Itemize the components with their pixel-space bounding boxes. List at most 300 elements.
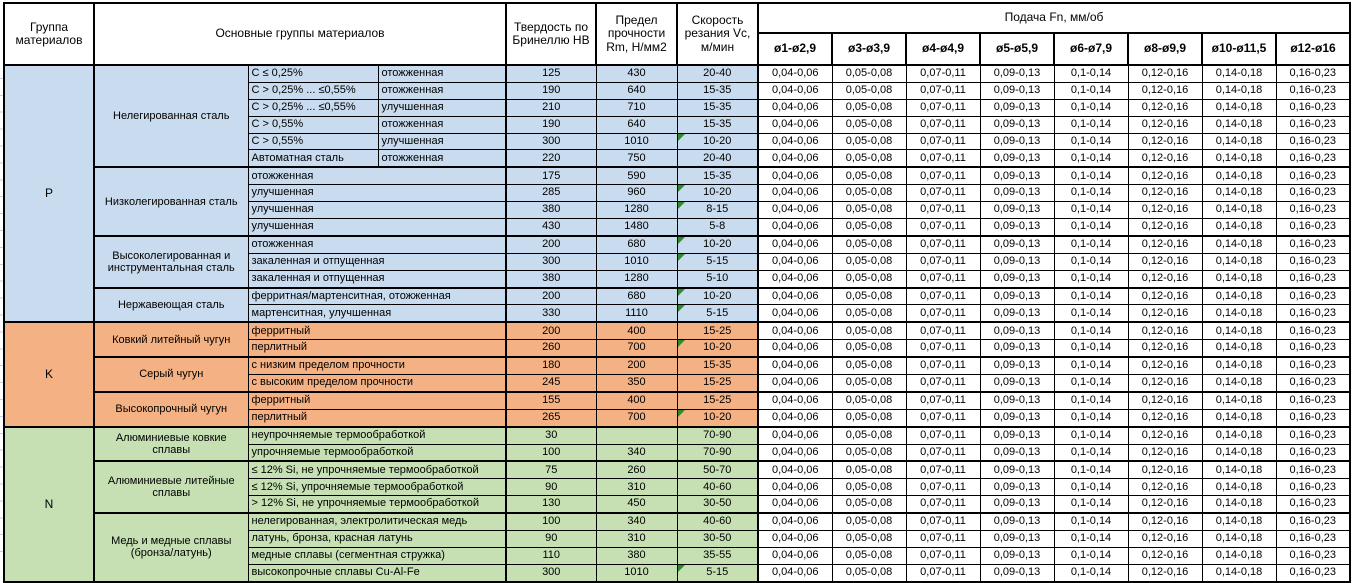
feed-cell: 0,14-0,18: [1202, 305, 1276, 322]
feed-cell: 0,07-0,11: [906, 167, 980, 184]
feed-cell: 0,16-0,23: [1276, 82, 1350, 99]
hardness-cell: 200: [506, 322, 596, 339]
feed-cell: 0,12-0,16: [1128, 133, 1202, 150]
spec-cell: улучшенная: [248, 202, 506, 219]
spec-cell: Автоматная сталь: [248, 150, 378, 167]
feed-cell: 0,09-0,13: [980, 479, 1054, 496]
feed-cell: 0,16-0,23: [1276, 409, 1350, 426]
hardness-cell: 175: [506, 167, 596, 184]
feed-cell: 0,07-0,11: [906, 427, 980, 444]
hardness-cell: 110: [506, 547, 596, 564]
speed-cell: [677, 270, 758, 287]
feed-cell: 0,05-0,08: [832, 479, 906, 496]
strength-cell: 310: [596, 479, 677, 496]
strength-cell: 960: [596, 185, 677, 202]
feed-cell: 0,05-0,08: [832, 322, 906, 339]
feed-cell: 0,14-0,18: [1202, 270, 1276, 287]
hardness-cell: 180: [506, 357, 596, 374]
speed-cell: [677, 185, 758, 202]
group-cell: N: [4, 427, 94, 582]
strength-cell: 1010: [596, 564, 677, 581]
feed-cell: 0,14-0,18: [1202, 116, 1276, 133]
speed-value: 5-15: [706, 254, 729, 267]
strength-cell: 340: [596, 513, 677, 530]
feed-cell: 0,07-0,11: [906, 236, 980, 253]
spec-cell: отожженная: [248, 236, 506, 253]
speed-value: 5-15: [706, 306, 729, 319]
cutting-data-table: [3, 2, 1351, 583]
feed-cell: 0,16-0,23: [1276, 150, 1350, 167]
feed-cell: 0,12-0,16: [1128, 305, 1202, 322]
hardness-cell: 285: [506, 185, 596, 202]
feed-cell: 0,07-0,11: [906, 270, 980, 287]
feed-cell: 0,05-0,08: [832, 496, 906, 513]
category-cell: Ковкий литейный чугун: [94, 322, 248, 357]
table-row: [4, 513, 1350, 530]
strength-cell: 400: [596, 322, 677, 339]
spec-cell: C ≤ 0,25%: [248, 65, 378, 82]
feed-cell: 0,16-0,23: [1276, 479, 1350, 496]
speed-cell: [677, 479, 758, 496]
spec-cell: перлитный: [248, 409, 506, 426]
feed-cell: 0,04-0,06: [758, 531, 832, 548]
feed-cell: 0,05-0,08: [832, 444, 906, 461]
feed-cell: 0,09-0,13: [980, 270, 1054, 287]
feed-cell: 0,16-0,23: [1276, 513, 1350, 530]
strength-cell: 430: [596, 65, 677, 82]
speed-cell: [677, 531, 758, 548]
feed-cell: 0,04-0,06: [758, 409, 832, 426]
hardness-cell: 30: [506, 427, 596, 444]
comment-marker-icon: [678, 134, 685, 141]
feed-cell: 0,12-0,16: [1128, 513, 1202, 530]
speed-value: 10-20: [703, 341, 732, 354]
feed-cell: 0,1-0,14: [1054, 270, 1128, 287]
strength-cell: [596, 427, 677, 444]
feed-cell: 0,09-0,13: [980, 340, 1054, 357]
spec-cell: C > 0,25% ... ≤0,55%: [248, 99, 378, 116]
speed-cell: [677, 444, 758, 461]
speed-value: 15-35: [703, 100, 732, 113]
speed-value: 10-20: [703, 186, 732, 199]
hardness-cell: 200: [506, 236, 596, 253]
feed-cell: 0,09-0,13: [980, 496, 1054, 513]
feed-cell: 0,05-0,08: [832, 99, 906, 116]
strength-cell: 700: [596, 340, 677, 357]
feed-cell: 0,07-0,11: [906, 253, 980, 270]
category-cell: Алюминиевые литейные сплавы: [94, 461, 248, 513]
comment-marker-icon: [678, 340, 685, 347]
feed-cell: 0,14-0,18: [1202, 219, 1276, 236]
feed-cell: 0,09-0,13: [980, 82, 1054, 99]
speed-cell: [677, 133, 758, 150]
feed-cell: 0,04-0,06: [758, 392, 832, 409]
feed-col-header: ø8-ø9,9: [1128, 33, 1202, 65]
hardness-cell: 125: [506, 65, 596, 82]
feed-cell: 0,12-0,16: [1128, 496, 1202, 513]
feed-cell: 0,1-0,14: [1054, 288, 1128, 305]
feed-cell: 0,1-0,14: [1054, 496, 1128, 513]
feed-cell: 0,05-0,08: [832, 150, 906, 167]
speed-cell: [677, 564, 758, 581]
feed-cell: 0,1-0,14: [1054, 357, 1128, 374]
feed-cell: 0,12-0,16: [1128, 547, 1202, 564]
spec-cell: с высоким пределом прочности: [248, 375, 506, 392]
comment-marker-icon: [678, 565, 685, 572]
spec-cell: ≤ 12% Si, упрочняемые термообработкой: [248, 479, 506, 496]
feed-cell: 0,07-0,11: [906, 65, 980, 82]
feed-cell: 0,05-0,08: [832, 513, 906, 530]
feed-cell: 0,04-0,06: [758, 202, 832, 219]
table-row: [4, 167, 1350, 184]
header-material-group: Группа материалов: [4, 3, 94, 65]
feed-cell: 0,1-0,14: [1054, 409, 1128, 426]
comment-marker-icon: [678, 305, 685, 312]
feed-cell: 0,09-0,13: [980, 116, 1054, 133]
table-row: [4, 461, 1350, 478]
feed-cell: 0,07-0,11: [906, 564, 980, 581]
hardness-cell: 265: [506, 409, 596, 426]
speed-value: 5-10: [706, 271, 729, 284]
feed-cell: 0,14-0,18: [1202, 513, 1276, 530]
feed-cell: 0,16-0,23: [1276, 167, 1350, 184]
feed-cell: 0,07-0,11: [906, 99, 980, 116]
spec-cell: C > 0,55%: [248, 133, 378, 150]
feed-cell: 0,14-0,18: [1202, 322, 1276, 339]
feed-cell: 0,14-0,18: [1202, 531, 1276, 548]
feed-cell: 0,05-0,08: [832, 547, 906, 564]
feed-cell: 0,07-0,11: [906, 513, 980, 530]
feed-cell: 0,16-0,23: [1276, 444, 1350, 461]
feed-cell: 0,12-0,16: [1128, 564, 1202, 581]
feed-cell: 0,04-0,06: [758, 513, 832, 530]
feed-cell: 0,14-0,18: [1202, 82, 1276, 99]
hardness-cell: 430: [506, 219, 596, 236]
feed-cell: 0,12-0,16: [1128, 202, 1202, 219]
speed-cell: [677, 150, 758, 167]
feed-cell: 0,09-0,13: [980, 185, 1054, 202]
spec-cell: высокопрочные сплавы Cu-Al-Fe: [248, 564, 506, 581]
feed-cell: 0,1-0,14: [1054, 444, 1128, 461]
spec-cell: улучшенная: [378, 99, 506, 116]
feed-cell: 0,05-0,08: [832, 236, 906, 253]
feed-cell: 0,07-0,11: [906, 479, 980, 496]
feed-cell: 0,12-0,16: [1128, 427, 1202, 444]
speed-cell: [677, 340, 758, 357]
spec-cell: ферритная/мартенситная, отожженная: [248, 288, 506, 305]
header-tensile-strength: Предел прочности Rm, Н/мм2: [596, 3, 677, 65]
feed-cell: 0,16-0,23: [1276, 185, 1350, 202]
speed-cell: [677, 65, 758, 82]
strength-cell: 640: [596, 82, 677, 99]
feed-cell: 0,07-0,11: [906, 531, 980, 548]
feed-cell: 0,16-0,23: [1276, 340, 1350, 357]
spec-cell: C > 0,25% ... ≤0,55%: [248, 82, 378, 99]
strength-cell: 1010: [596, 253, 677, 270]
speed-cell: [677, 392, 758, 409]
strength-cell: 310: [596, 531, 677, 548]
strength-cell: 340: [596, 444, 677, 461]
speed-value: 50-70: [703, 463, 732, 476]
speed-cell: [677, 99, 758, 116]
speed-cell: [677, 288, 758, 305]
group-cell: K: [4, 322, 94, 426]
feed-cell: 0,09-0,13: [980, 253, 1054, 270]
strength-cell: 1010: [596, 133, 677, 150]
feed-cell: 0,1-0,14: [1054, 564, 1128, 581]
speed-value: 15-35: [703, 117, 732, 130]
feed-cell: 0,09-0,13: [980, 99, 1054, 116]
feed-cell: 0,14-0,18: [1202, 375, 1276, 392]
feed-cell: 0,1-0,14: [1054, 479, 1128, 496]
feed-cell: 0,04-0,06: [758, 167, 832, 184]
feed-col-header: ø5-ø5,9: [980, 33, 1054, 65]
feed-cell: 0,16-0,23: [1276, 564, 1350, 581]
feed-col-header: ø3-ø3,9: [832, 33, 906, 65]
feed-cell: 0,12-0,16: [1128, 409, 1202, 426]
strength-cell: 590: [596, 167, 677, 184]
feed-cell: 0,12-0,16: [1128, 461, 1202, 478]
feed-cell: 0,12-0,16: [1128, 236, 1202, 253]
speed-value: 40-60: [703, 515, 732, 528]
speed-value: 8-15: [706, 203, 729, 216]
feed-cell: 0,07-0,11: [906, 185, 980, 202]
feed-cell: 0,07-0,11: [906, 340, 980, 357]
feed-cell: 0,1-0,14: [1054, 167, 1128, 184]
feed-cell: 0,04-0,06: [758, 150, 832, 167]
feed-cell: 0,05-0,08: [832, 531, 906, 548]
feed-cell: 0,05-0,08: [832, 409, 906, 426]
speed-cell: [677, 82, 758, 99]
feed-cell: 0,04-0,06: [758, 564, 832, 581]
feed-cell: 0,14-0,18: [1202, 547, 1276, 564]
feed-cell: 0,07-0,11: [906, 547, 980, 564]
feed-cell: 0,14-0,18: [1202, 340, 1276, 357]
feed-cell: 0,04-0,06: [758, 340, 832, 357]
feed-cell: 0,1-0,14: [1054, 236, 1128, 253]
feed-cell: 0,09-0,13: [980, 375, 1054, 392]
speed-value: 5-15: [706, 566, 729, 578]
feed-cell: 0,16-0,23: [1276, 253, 1350, 270]
header-feed-title: Подача Fn, мм/об: [758, 3, 1350, 33]
feed-cell: 0,16-0,23: [1276, 288, 1350, 305]
strength-cell: 700: [596, 409, 677, 426]
feed-cell: 0,09-0,13: [980, 133, 1054, 150]
feed-cell: 0,09-0,13: [980, 219, 1054, 236]
feed-cell: 0,1-0,14: [1054, 65, 1128, 82]
feed-cell: 0,07-0,11: [906, 219, 980, 236]
feed-cell: 0,09-0,13: [980, 150, 1054, 167]
feed-cell: 0,09-0,13: [980, 65, 1054, 82]
feed-cell: 0,05-0,08: [832, 116, 906, 133]
feed-cell: 0,05-0,08: [832, 461, 906, 478]
strength-cell: 350: [596, 375, 677, 392]
feed-cell: 0,1-0,14: [1054, 427, 1128, 444]
feed-cell: 0,09-0,13: [980, 513, 1054, 530]
spec-cell: ≤ 12% Si, не упрочняемые термообработкой: [248, 461, 506, 478]
feed-cell: 0,07-0,11: [906, 202, 980, 219]
speed-value: 10-20: [703, 238, 732, 251]
speed-cell: [677, 236, 758, 253]
hardness-cell: 190: [506, 82, 596, 99]
hardness-cell: 200: [506, 288, 596, 305]
hardness-cell: 190: [506, 116, 596, 133]
comment-marker-icon: [678, 254, 685, 261]
spec-cell: C > 0,55%: [248, 116, 378, 133]
feed-cell: 0,12-0,16: [1128, 219, 1202, 236]
feed-cell: 0,09-0,13: [980, 305, 1054, 322]
feed-cell: 0,07-0,11: [906, 444, 980, 461]
speed-value: 15-25: [703, 324, 732, 337]
feed-cell: 0,14-0,18: [1202, 461, 1276, 478]
feed-cell: 0,1-0,14: [1054, 133, 1128, 150]
hardness-cell: 90: [506, 531, 596, 548]
feed-cell: 0,04-0,06: [758, 99, 832, 116]
feed-cell: 0,12-0,16: [1128, 116, 1202, 133]
feed-cell: 0,05-0,08: [832, 133, 906, 150]
feed-cell: 0,04-0,06: [758, 444, 832, 461]
feed-cell: 0,09-0,13: [980, 461, 1054, 478]
feed-cell: 0,14-0,18: [1202, 392, 1276, 409]
spec-cell: ферритный: [248, 392, 506, 409]
feed-cell: 0,05-0,08: [832, 340, 906, 357]
feed-cell: 0,09-0,13: [980, 322, 1054, 339]
feed-cell: 0,04-0,06: [758, 116, 832, 133]
feed-cell: 0,07-0,11: [906, 375, 980, 392]
speed-value: 20-40: [703, 67, 732, 80]
hardness-cell: 260: [506, 340, 596, 357]
feed-cell: 0,09-0,13: [980, 427, 1054, 444]
hardness-cell: 245: [506, 375, 596, 392]
table-row: [4, 357, 1350, 374]
feed-cell: 0,04-0,06: [758, 82, 832, 99]
feed-cell: 0,14-0,18: [1202, 167, 1276, 184]
hardness-cell: 100: [506, 444, 596, 461]
feed-cell: 0,09-0,13: [980, 444, 1054, 461]
feed-cell: 0,05-0,08: [832, 167, 906, 184]
feed-cell: 0,07-0,11: [906, 288, 980, 305]
feed-cell: 0,12-0,16: [1128, 150, 1202, 167]
feed-cell: 0,16-0,23: [1276, 392, 1350, 409]
feed-cell: 0,1-0,14: [1054, 375, 1128, 392]
feed-cell: 0,14-0,18: [1202, 253, 1276, 270]
spec-cell: перлитный: [248, 340, 506, 357]
feed-cell: 0,05-0,08: [832, 564, 906, 581]
hardness-cell: 380: [506, 202, 596, 219]
strength-cell: 680: [596, 288, 677, 305]
feed-cell: 0,09-0,13: [980, 236, 1054, 253]
feed-cell: 0,04-0,06: [758, 185, 832, 202]
speed-value: 5-8: [709, 220, 726, 233]
feed-cell: 0,14-0,18: [1202, 564, 1276, 581]
speed-cell: [677, 513, 758, 530]
hardness-cell: 90: [506, 479, 596, 496]
feed-cell: 0,12-0,16: [1128, 82, 1202, 99]
spec-cell: отожженная: [378, 65, 506, 82]
hardness-cell: 100: [506, 513, 596, 530]
feed-cell: 0,07-0,11: [906, 496, 980, 513]
strength-cell: 1480: [596, 219, 677, 236]
feed-cell: 0,05-0,08: [832, 219, 906, 236]
feed-cell: 0,16-0,23: [1276, 270, 1350, 287]
feed-cell: 0,04-0,06: [758, 547, 832, 564]
category-cell: Высоколегированная и инструментальная сталь: [94, 236, 248, 288]
feed-cell: 0,04-0,06: [758, 65, 832, 82]
feed-cell: 0,04-0,06: [758, 427, 832, 444]
feed-cell: 0,14-0,18: [1202, 427, 1276, 444]
spec-cell: отожженная: [378, 82, 506, 99]
feed-cell: 0,12-0,16: [1128, 185, 1202, 202]
feed-cell: 0,07-0,11: [906, 357, 980, 374]
feed-cell: 0,14-0,18: [1202, 357, 1276, 374]
hardness-cell: 130: [506, 496, 596, 513]
feed-cell: 0,16-0,23: [1276, 427, 1350, 444]
speed-value: 70-90: [703, 428, 732, 441]
feed-cell: 0,12-0,16: [1128, 375, 1202, 392]
speed-cell: [677, 322, 758, 339]
group-cell: P: [4, 65, 94, 322]
header-cutting-speed: Скорость резания Vc, м/мин: [677, 3, 758, 65]
feed-cell: 0,07-0,11: [906, 409, 980, 426]
feed-cell: 0,16-0,23: [1276, 357, 1350, 374]
feed-cell: 0,14-0,18: [1202, 65, 1276, 82]
feed-cell: 0,1-0,14: [1054, 82, 1128, 99]
speed-cell: [677, 202, 758, 219]
feed-cell: 0,1-0,14: [1054, 116, 1128, 133]
feed-cell: 0,1-0,14: [1054, 531, 1128, 548]
feed-cell: 0,09-0,13: [980, 409, 1054, 426]
feed-cell: 0,16-0,23: [1276, 65, 1350, 82]
feed-cell: 0,1-0,14: [1054, 392, 1128, 409]
feed-cell: 0,04-0,06: [758, 133, 832, 150]
feed-cell: 0,05-0,08: [832, 392, 906, 409]
feed-col-header: ø6-ø7,9: [1054, 33, 1128, 65]
hardness-cell: 300: [506, 253, 596, 270]
category-cell: Нержавеющая сталь: [94, 288, 248, 323]
feed-cell: 0,16-0,23: [1276, 531, 1350, 548]
speed-value: 20-40: [703, 151, 732, 164]
feed-cell: 0,09-0,13: [980, 547, 1054, 564]
feed-cell: 0,1-0,14: [1054, 305, 1128, 322]
feed-cell: 0,07-0,11: [906, 305, 980, 322]
feed-cell: 0,05-0,08: [832, 185, 906, 202]
feed-cell: 0,16-0,23: [1276, 547, 1350, 564]
table-row: [4, 322, 1350, 339]
feed-cell: 0,16-0,23: [1276, 202, 1350, 219]
table-row: [4, 288, 1350, 305]
speed-cell: [677, 496, 758, 513]
feed-cell: 0,14-0,18: [1202, 133, 1276, 150]
spec-cell: улучшенная: [248, 185, 506, 202]
comment-marker-icon: [678, 202, 685, 209]
feed-cell: 0,05-0,08: [832, 82, 906, 99]
feed-cell: 0,04-0,06: [758, 253, 832, 270]
speed-cell: [677, 167, 758, 184]
feed-cell: 0,1-0,14: [1054, 185, 1128, 202]
feed-cell: 0,1-0,14: [1054, 202, 1128, 219]
feed-cell: 0,04-0,06: [758, 479, 832, 496]
spec-cell: отожженная: [378, 150, 506, 167]
spec-cell: мартенситная, улучшенная: [248, 305, 506, 322]
strength-cell: 1110: [596, 305, 677, 322]
feed-cell: 0,12-0,16: [1128, 340, 1202, 357]
spec-cell: медные сплавы (сегментная стружка): [248, 547, 506, 564]
feed-cell: 0,05-0,08: [832, 375, 906, 392]
feed-cell: 0,04-0,06: [758, 219, 832, 236]
speed-cell: [677, 409, 758, 426]
hardness-cell: 75: [506, 461, 596, 478]
feed-cell: 0,12-0,16: [1128, 322, 1202, 339]
